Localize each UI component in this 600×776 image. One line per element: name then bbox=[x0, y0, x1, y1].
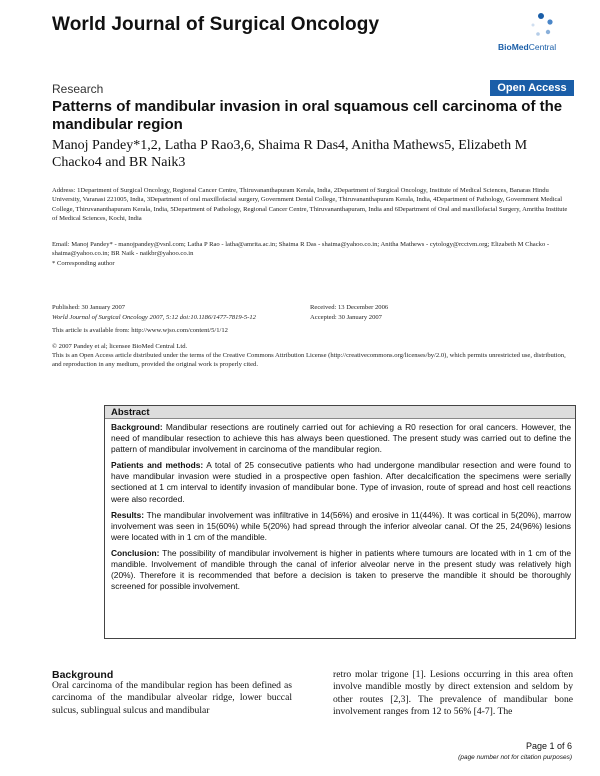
background-heading: Background bbox=[52, 669, 114, 681]
abstract-box bbox=[104, 405, 576, 639]
abstract-background bbox=[111, 422, 571, 455]
abstract-results bbox=[111, 510, 571, 543]
abstract-methods bbox=[111, 460, 571, 504]
body-column-left: Oral carcinoma of the mandibular region has been defined as carcinoma of the mandibular alveolar ridge, lower buccal sulcus, sublingual sulcus and mandibular bbox=[52, 680, 292, 716]
abstract-background-text: Mandibular resections are routinely carried out for achieving a R0 resection for oral cancers. However, the need of mandibular resection to achieve this has always been questioned. The present study was carried out to define the pattern of mandibular involvement in carcinoma of the mandibular region. bbox=[111, 422, 571, 455]
copyright-line: © 2007 Pandey et al; licensee BioMed Central Ltd. bbox=[52, 343, 188, 350]
published-date: Published: 30 January 2007 bbox=[52, 304, 126, 311]
journal-title: World Journal of Surgical Oncology bbox=[52, 14, 380, 35]
author-list: Manoj Pandey*1,2, Latha P Rao3,6, Shaima R Das4, Anitha Mathews5, Elizabeth M Chacko4 and BR Naik3 bbox=[52, 138, 528, 170]
abstract-conclusion bbox=[111, 548, 571, 592]
corresponding-note: * Corresponding author bbox=[52, 259, 115, 267]
abstract-heading: Abstract bbox=[105, 406, 575, 419]
abstract-methods-label: Patients and methods: bbox=[111, 460, 204, 471]
article-url[interactable]: This article is available from: http://www.wjso.com/content/5/1/12 bbox=[52, 327, 228, 334]
logo-dots-icon bbox=[526, 12, 556, 42]
abstract-results-label: Results: bbox=[111, 509, 145, 520]
body-column-right: retro molar trigone [1]. Lesions occurring in this area often involve mandible mostly by direct extension and seldom by other routes [2,3]. The prevalence of mandibular bone involvement ranges from 12 to 56% [4-7]. The bbox=[333, 669, 573, 717]
license-text: This is an Open Access article distributed under the terms of the Creative Commons Attribution License (http://creativecommons.org/licenses/by/2.0), which permits unrestricted use, distribution, and reproduction in any medium, provided the original work is properly cited. bbox=[52, 352, 566, 369]
author-emails bbox=[52, 240, 572, 268]
author-addresses: Address: 1Department of Surgical Oncology, Regional Cancer Centre, Thiruvananthapuram Kerala, India, 2Department of Surgical Oncology, Institute of Medical Sciences, Banaras Hindu University, Varanasi 221005, India, 3Department of oral maxillofacial surgery, Government Dental College, Thiruvananthapuram Kerala, India, 4Department of Pathology, Government Medical College, Thiruvananthapuram Kerala, India, 5Department of Pathology, Regional Cancer Centre, Thiruvananthapuram, India and 6Department of Oral and maxillofacial Surgery, Amritha Institute of Medical Sciences, Kochi, India bbox=[52, 187, 568, 223]
page-number-note: (page number not for citation purposes) bbox=[458, 754, 572, 761]
abstract-conclusion-text: The possibility of mandibular involvement is higher in patients where tumours are located with in 1 cm of the mandible. Involvement of mandible through the canal of inferior alveolar nerve in the present study was relatively high (20%). Therefore it is recommended that before a decision is taken to preserve the mandible it should be thoroughly screened for possible involvement. bbox=[111, 547, 571, 592]
open-access-badge: Open Access bbox=[490, 80, 574, 96]
abstract-conclusion-label: Conclusion: bbox=[111, 547, 160, 558]
logo-brand-bold: BioMed bbox=[498, 42, 529, 52]
abstract-body bbox=[111, 422, 571, 597]
citation-line: World Journal of Surgical Oncology 2007, 5:12 doi:10.1186/1477-7819-5-12 bbox=[52, 314, 256, 321]
article-title: Patterns of mandibular invasion in oral squamous cell carcinoma of the mandibular region bbox=[52, 98, 563, 133]
received-date: Received: 13 December 2006 bbox=[310, 304, 389, 311]
biomed-central-logo bbox=[498, 12, 564, 60]
abstract-results-text: The mandibular involvement was infiltrative in 14(56%) and erosive in 11(44%). It was cortical in 5(20%), marrow involvement was seen in 15(60%) while 5(20%) had spread through the inferior alveolar canal. Of the 25, 24(96%) lesions were located with in 1 cm of the mandible. bbox=[111, 509, 571, 542]
abstract-background-label: Background: bbox=[111, 422, 163, 432]
page-number: Page 1 of 6 bbox=[525, 741, 572, 751]
abstract-methods-text: A total of 25 consecutive patients who had undergone mandibular resection and were found to have mandibular invasion were studied in a prospective open fashion. After decalcification the specimens were serially sectioned at 1 cm interval to identify invasion of mandibular bone. Type of invasion, route of spread and host cell reactions were also recorded. bbox=[111, 460, 571, 504]
email-list: Email: Manoj Pandey* - manojpandey@vsnl.com; Latha P Rao - latha@amrita.ac.in; Shaima R Das - shaima@yahoo.co.in; Anitha Mathews - cytology@rcctvm.org; Elizabeth M Chacko - shaima@yahoo.co.in; BR Naik - naikbr@yahoo.co.in bbox=[52, 241, 550, 258]
article-section: Research bbox=[52, 82, 104, 96]
accepted-date: Accepted: 30 January 2007 bbox=[310, 314, 382, 321]
logo-brand-light: Central bbox=[528, 42, 557, 52]
